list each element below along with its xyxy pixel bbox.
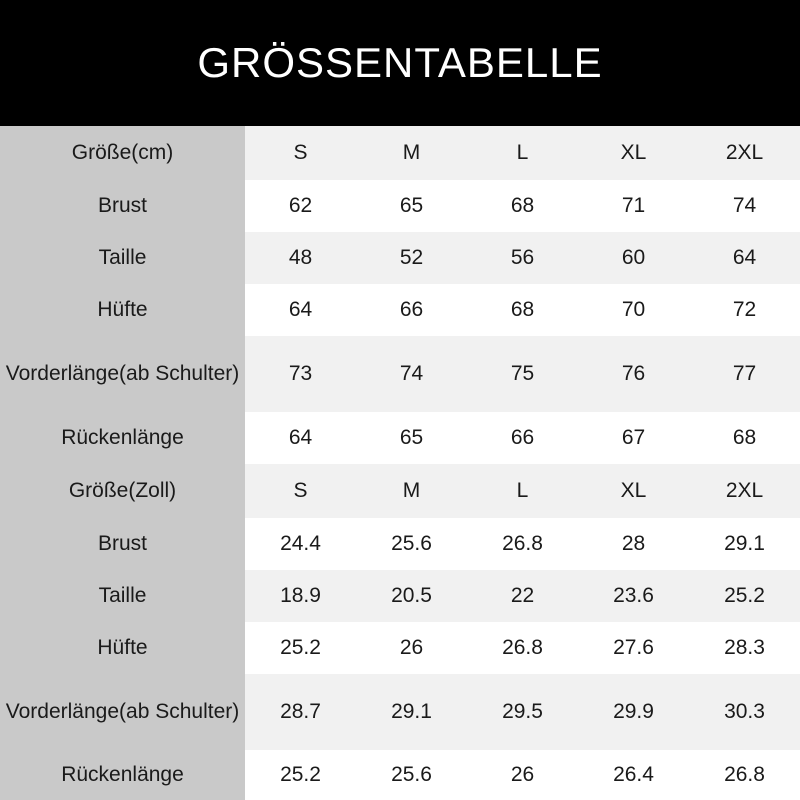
row-label-line: Vorderlänge [5,700,120,723]
table-cell: 66 [356,284,467,336]
table-cell: 68 [467,284,578,336]
row-label [0,622,245,674]
table-cell: 27.6 [578,622,689,674]
row-label [0,518,245,570]
table-cell: S [245,464,356,518]
table-cell: 64 [689,232,800,284]
table-cell: 30.3 [689,674,800,750]
table-cell: 73 [245,336,356,412]
table-cell: 70 [578,284,689,336]
table-row [0,464,800,518]
row-label-line: Vorderlänge [5,362,120,385]
table-cell: 65 [356,180,467,232]
table-row [0,232,800,284]
table-cell: 25.2 [245,750,356,800]
row-label [0,284,245,336]
table-cell: 28 [578,518,689,570]
table-row [0,412,800,464]
table-cell: L [467,126,578,180]
table-row [0,284,800,336]
table-cell: 65 [356,412,467,464]
row-label [0,180,245,232]
table-cell: 75 [467,336,578,412]
size-table [0,126,800,800]
row-values [245,180,800,232]
table-cell: M [356,464,467,518]
row-values [245,412,800,464]
table-cell: 26.8 [467,622,578,674]
table-cell: 74 [356,336,467,412]
table-cell: 72 [689,284,800,336]
row-label [0,232,245,284]
table-cell: 23.6 [578,570,689,622]
table-cell: 25.2 [245,622,356,674]
table-cell: 26.4 [578,750,689,800]
row-label-line: Größe(cm) [71,141,174,164]
table-cell: 20.5 [356,570,467,622]
row-values [245,518,800,570]
table-cell: 60 [578,232,689,284]
row-values [245,464,800,518]
row-label [0,126,245,180]
table-cell: M [356,126,467,180]
row-label-line: Taille [98,584,147,607]
row-label [0,674,245,750]
row-label-line: Brust [97,194,147,217]
table-row [0,336,800,412]
table-cell: 71 [578,180,689,232]
table-cell: 76 [578,336,689,412]
table-row [0,674,800,750]
table-cell: XL [578,464,689,518]
table-cell: 2XL [689,126,800,180]
row-label [0,336,245,412]
table-row [0,570,800,622]
row-label [0,750,245,800]
table-cell: 22 [467,570,578,622]
row-label-line: Hüfte [97,636,148,659]
table-cell: XL [578,126,689,180]
table-cell: 64 [245,284,356,336]
table-cell: 66 [467,412,578,464]
table-cell: 29.1 [356,674,467,750]
table-cell: 62 [245,180,356,232]
row-label-line: (ab Schulter) [119,362,240,385]
table-cell: 29.9 [578,674,689,750]
row-values [245,126,800,180]
table-cell: 26 [467,750,578,800]
table-cell: 68 [689,412,800,464]
page-title: GRÖSSENTABELLE [197,39,603,86]
row-values [245,284,800,336]
row-label-line: Brust [97,532,147,555]
table-cell: 2XL [689,464,800,518]
table-row [0,750,800,800]
row-label [0,570,245,622]
table-cell: 25.6 [356,518,467,570]
table-cell: L [467,464,578,518]
table-cell: 25.6 [356,750,467,800]
row-values [245,674,800,750]
table-cell: 64 [245,412,356,464]
table-cell: 48 [245,232,356,284]
row-label-line: Rückenlänge [61,426,184,449]
table-row [0,180,800,232]
table-cell: 67 [578,412,689,464]
row-label-line: Größe(Zoll) [68,479,177,502]
row-values [245,570,800,622]
table-row [0,622,800,674]
row-values [245,622,800,674]
table-cell: 26.8 [689,750,800,800]
title-bar [0,0,800,126]
row-values [245,336,800,412]
table-cell: 74 [689,180,800,232]
table-cell: 29.1 [689,518,800,570]
table-cell: 24.4 [245,518,356,570]
row-values [245,750,800,800]
row-label-line: Taille [98,246,147,269]
table-cell: 28.3 [689,622,800,674]
table-row [0,518,800,570]
table-cell: 28.7 [245,674,356,750]
table-cell: 77 [689,336,800,412]
table-row [0,126,800,180]
table-cell: 56 [467,232,578,284]
row-values [245,232,800,284]
table-cell: 26 [356,622,467,674]
table-cell: 26.8 [467,518,578,570]
row-label-line: (ab Schulter) [119,700,240,723]
table-cell: S [245,126,356,180]
table-cell: 68 [467,180,578,232]
row-label-line: Rückenlänge [61,763,184,786]
table-cell: 18.9 [245,570,356,622]
table-cell: 29.5 [467,674,578,750]
table-cell: 52 [356,232,467,284]
row-label-line: Hüfte [97,298,148,321]
row-label [0,412,245,464]
table-cell: 25.2 [689,570,800,622]
row-label [0,464,245,518]
